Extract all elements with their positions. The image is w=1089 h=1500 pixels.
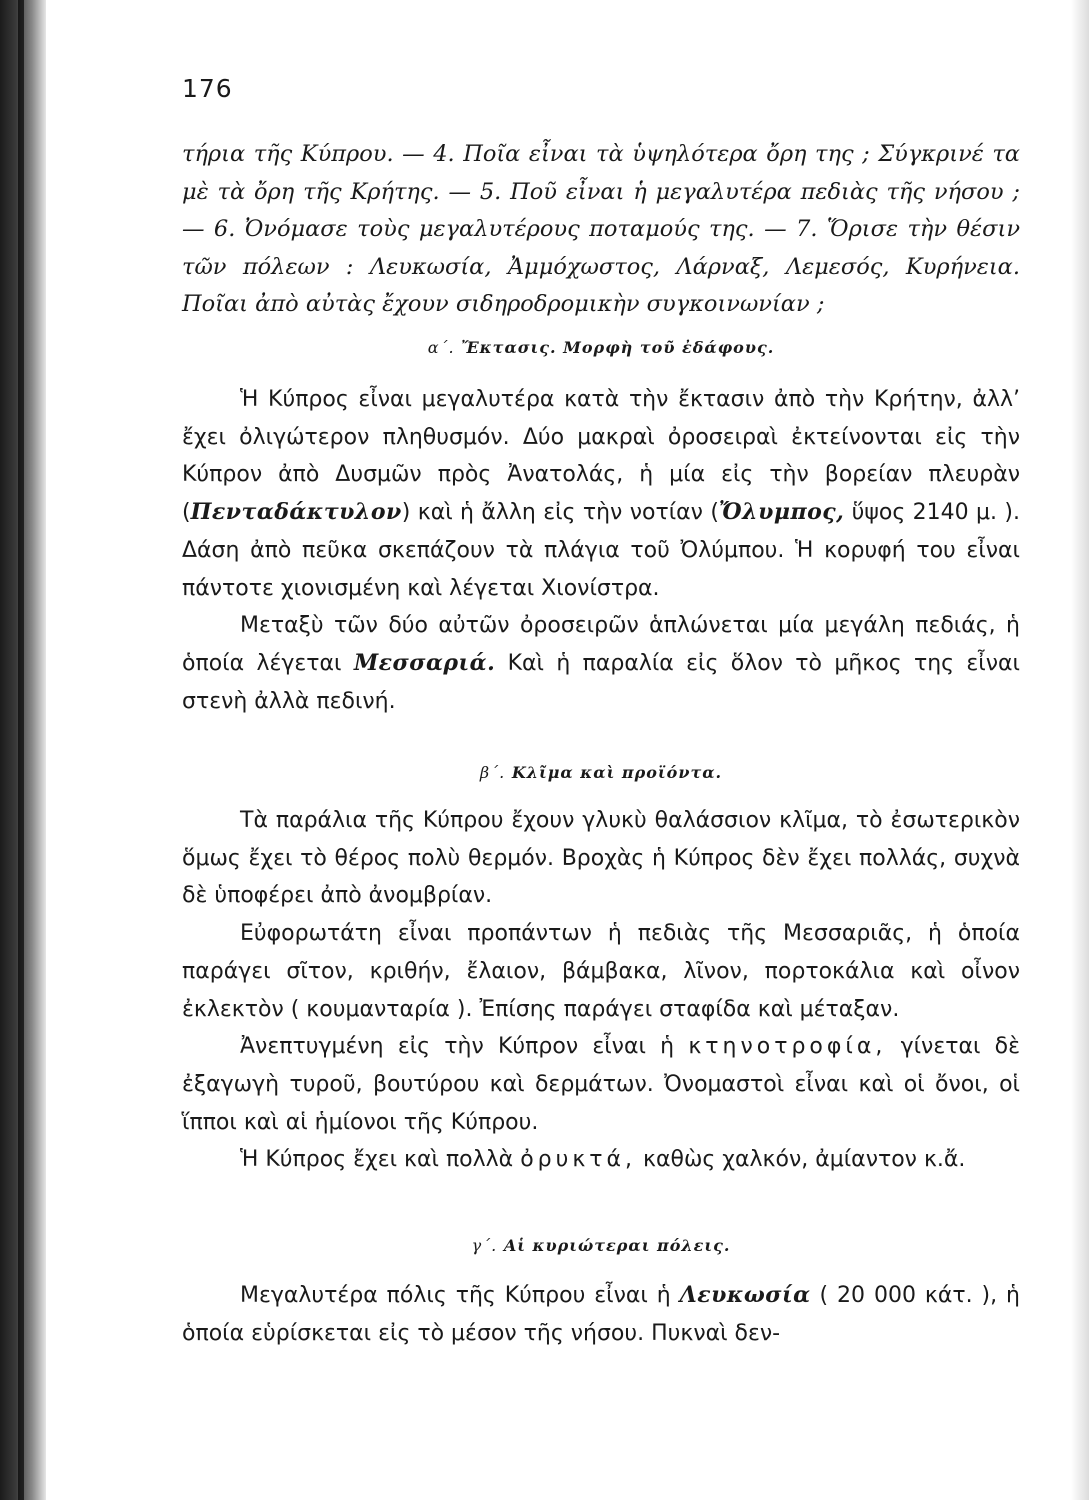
paragraph-text: ὕψος 2140 μ. ). Δάση ἀπὸ πεῦκα σκεπάζουν τὰ πλάγια τοῦ Ὀλύμπου. Ἡ κορυφή του εἶναι πάντοτε χιονισμένη καὶ λέγεται Χιονίστρα. [182,500,1020,601]
emphasis-term: Λευκωσία [679,1282,811,1308]
book-spine-edge [18,0,24,1500]
paragraph [182,1277,1020,1352]
section-title: Αἱ κυριώτεραι πόλεις. [503,1236,731,1255]
paragraph: Εὐφορωτάτη εἶναι προπάντων ἡ πεδιὰς τῆς Μεσσαριᾶς, ἡ ὁποία παράγει σῖτον, κριθήν, ἔλαιον, βάμβακα, λῖνον, πορτοκάλια καὶ οἶνον ἐκλεκτὸν ( κουμανταρία ). Ἐπίσης παράγει σταφίδα καὶ μέταξαν. [182,921,1020,1022]
paragraph [182,1028,1020,1141]
emphasis-term: Πενταδάκτυλον [190,499,402,526]
emphasis-term: Μεσσαριά. [353,649,496,676]
paragraph [182,607,1020,720]
page-number: 176 [182,74,233,103]
paragraph-text: Ἀνεπτυγμένη εἰς τὴν Κύπρον εἶναι ἡ [240,1034,689,1060]
page-edge-shade [1071,0,1089,1500]
paragraph-text: Ἡ Κύπρος εἶναι μεγαλυτέρα κατὰ τὴν ἔκτασιν ἀπὸ τὴν Κρήτην, ἀλλ’ ἔχει ὀλιγώτερον πληθυσμόν. Δύο μακραὶ ὀροσειραὶ ἐκτείνονται εἰς τὴν Κύπρον ἀπὸ Δυσμῶν πρὸς Ἀνατολάς, ἡ μία εἰς τὴν βορείαν πλευρὰν ( [182,387,1020,526]
paragraph-text: Μεταξὺ τῶν δύο αὐτῶν ὀροσειρῶν ἁπλώνεται μία μεγάλη πεδιάς, ἡ ὁποία λέγεται [182,613,1020,676]
section-heading-area-shape [182,338,1020,357]
paragraph-text: ( 20 000 κάτ. ), ἡ ὁποία εὑρίσκεται εἰς τὸ μέσον τῆς νήσου. Πυκναὶ δεν- [182,1283,1020,1346]
paragraph-text: Καὶ ἡ παραλία εἰς ὅλον τὸ μῆκος της εἶναι στενὴ ἀλλὰ πεδινή. [182,650,1020,714]
paragraph-text: Μεγαλυτέρα πόλις τῆς Κύπρου εἶναι ἡ [240,1283,680,1308]
spaced-term: ὀρυκτά, [520,1147,637,1173]
review-questions: τήρια τῆς Κύπρου. — 4. Ποῖα εἶναι τὰ ὑψηλότερα ὄρη της ; Σύγκρινέ τα μὲ τὰ ὄρη τῆς Κρήτης. — 5. Ποῦ εἶναι ἡ μεγαλυτέρα πεδιὰς τῆς νήσου ; — 6. Ὀνόμασε τοὺς μεγαλυτέρους ποταμούς της. — 7. Ὅρισε τὴν θέσιν τῶν πόλεων : Λευκωσία, Ἀμμόχωστος, Λάρναξ, Λεμεσός, Κυρήνεια. Ποῖαι ἀπὸ αὐτὰς ἔχουν σιδηροδρομικὴν συγκοινωνίαν ; [182,141,1020,317]
paragraph-text: ) καὶ ἡ ἄλλη εἰς τὴν νοτίαν ( [401,500,719,526]
section-heading-main-cities [182,1236,1020,1255]
paragraph-text: καθὼς χαλκόν, ἀμίαντον κ.ἄ. [636,1147,966,1173]
paragraph-text: Ἡ Κύπρος ἔχει καὶ πολλὰ [240,1147,521,1173]
section-heading-climate-products [182,763,1020,782]
paragraph-text: γίνεται δὲ ἐξαγωγὴ τυροῦ, βουτύρου καὶ δερμάτων. Ὀνομαστοὶ εἶναι καὶ οἱ ὄνοι, οἱ ἵπποι καὶ αἱ ἡμίονοι τῆς Κύπρου. [182,1034,1020,1135]
section-area-shape-text [182,381,1020,720]
section-climate-products-text [182,802,1020,1179]
spaced-term: κτηνοτροφία, [688,1034,887,1060]
section-title: Ἔκτασις. Μορφὴ τοῦ ἐδάφους. [461,338,775,357]
section-number: α΄. [427,338,455,357]
section-number: β΄. [479,763,506,782]
emphasis-term: Ὄλυμπος, [718,499,845,526]
section-main-cities-text [182,1277,1020,1352]
section-number: γ΄. [471,1236,498,1255]
paragraph [182,381,1020,607]
paragraph: Τὰ παράλια τῆς Κύπρου ἔχουν γλυκὺ θαλάσσιον κλῖμα, τὸ ἐσωτερικὸν ὅμως ἔχει τὸ θέρος πολὺ θερμόν. Βροχὰς ἡ Κύπρος δὲν ἔχει πολλάς, συχνὰ δὲ ὑποφέρει ἀπὸ ἀνομβρίαν. [182,808,1020,909]
section-title: Κλῖμα καὶ προϊόντα. [511,763,723,782]
paragraph [182,1141,1020,1179]
